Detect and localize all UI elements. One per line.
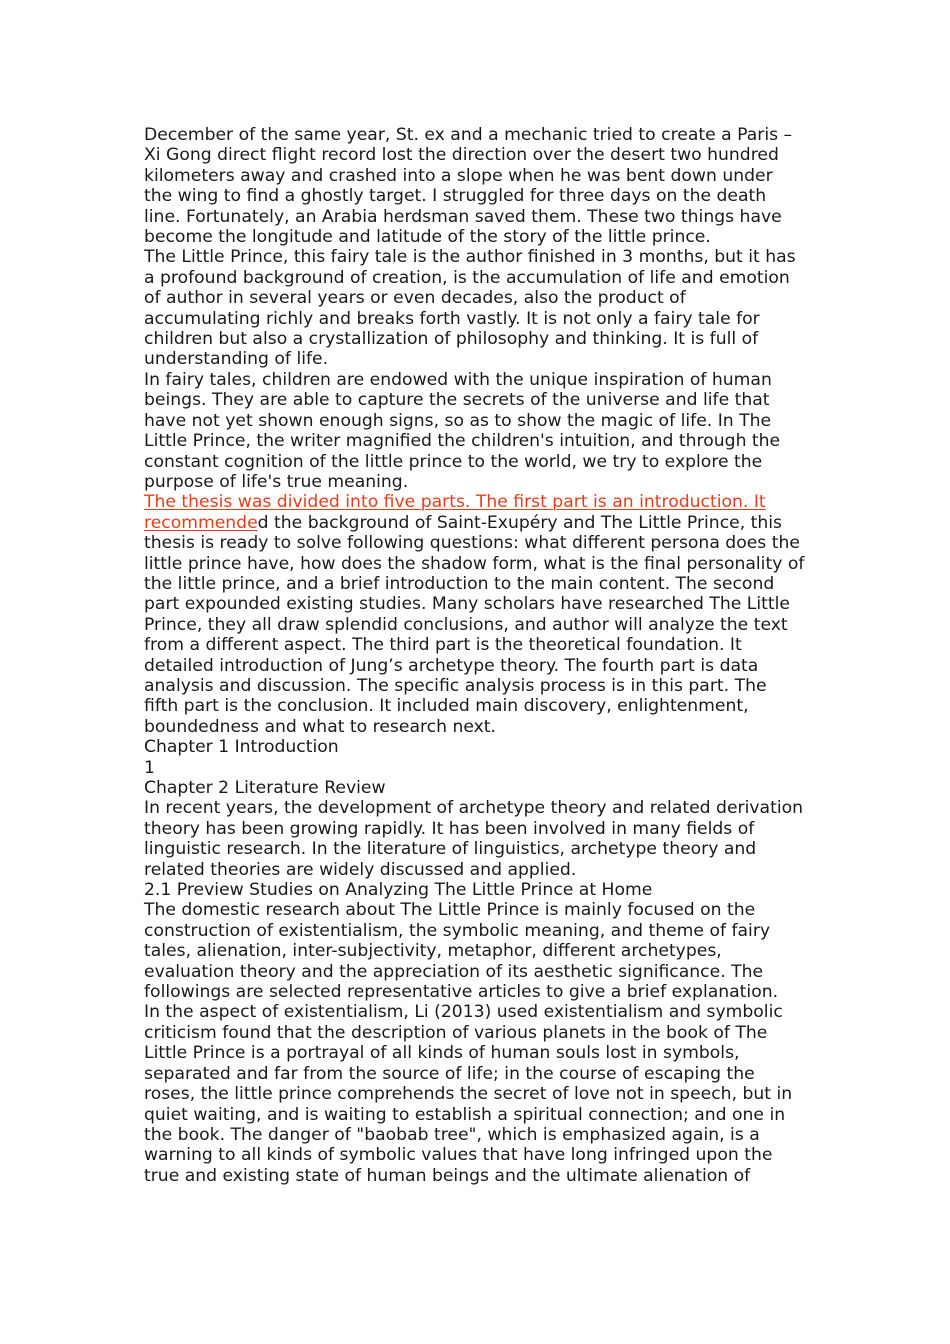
paragraph-domestic-research: The domestic research about The Little Prince is mainly focused on the construction of existentialism, the symbolic meaning, and theme of fairy tales, alienation, inter-subjectivity, metaphor, different archetypes, evaluation theory and the appreciation of its aesthetic significance. The followings are selected representative articles to give a brief explanation. xyxy=(144,900,779,1003)
paragraph-fairy-tale-background: The Little Prince, this fairy tale is the author finished in 3 months, but it has a profound background of creation, is the accumulation of life and emotion of author in several years or even decades, also the product of accumulating richly and breaks forth vastly. It is not only a fairy tale for children but also a crystallization of philosophy and thinking. It is full of understanding of life. xyxy=(144,247,796,370)
heading-chapter-2: Chapter 2 Literature Review xyxy=(144,778,386,798)
heading-chapter-1: Chapter 1 Introduction xyxy=(144,737,339,758)
thesis-structure-text: d the background of Saint-Exupéry and The Little Prince, this thesis is ready to solve following questions: what different persona does the little prince have, how does the shadow form, what is the final personality of the little prince, and a brief introduction to the main content. The second part expounded existing studies. Many scholars have researched The Little Prince, they all draw splendid conclusions, and author will analyze the text from a different aspect. The third part is the theoretical foundation. It detailed introduction of Jung’s archetype theory. The fourth part is data analysis and discussion. The specific analysis process is in this part. The fifth part is the conclusion. It included main discovery, enlightenment, boundedness and what to research next. xyxy=(144,512,805,737)
paragraph-archetype-theory: In recent years, the development of archetype theory and related derivation theory has been growing rapidly. It has been involved in many fields of linguistic research. In the literature of linguistics, archetype theory and related theories are widely discussed and applied. xyxy=(144,798,804,880)
page-number: 1 xyxy=(144,757,155,778)
thesis-structure-link[interactable]: The thesis was divided into five parts. The first part is an introduction. It recommende xyxy=(144,492,766,533)
paragraph-thesis-structure xyxy=(144,492,806,737)
paragraph-existentialism: In the aspect of existentialism, Li (2013) used existentialism and symbolic criticism found that the description of various planets in the book of The Little Prince is a portrayal of all kinds of human souls lost in symbols, separated and far from the source of life; in the course of escaping the roses, the little prince comprehends the secret of love not in speech, but in quiet waiting, and is waiting to establish a spiritual connection; and one in the book. The danger of "baobab tree", which is emphasized again, is a warning to all kinds of symbolic values that have long infringed upon the true and existing state of human beings and the ultimate alienation of xyxy=(144,1002,793,1186)
paragraph-children-inspiration: In fairy tales, children are endowed with the unique inspiration of human beings. They are able to capture the secrets of the universe and life that have not yet shown enough signs, so as to show the magic of life. In The Little Prince, the writer magnified the children's intuition, and through the constant cognition of the little prince to the world, we try to explore the purpose of life's true meaning. xyxy=(144,369,781,492)
paragraph-flight-crash: December of the same year, St. ex and a mechanic tried to create a Paris – Xi Gong direct flight record lost the direction over the desert two hundred kilometers away and crashed into a slope when he was bent down under the wing to find a ghostly target. I struggled for three days on the death line. Fortunately, an Arabia herdsman saved them. These two things have become the longitude and latitude of the story of the little prince. xyxy=(144,125,793,248)
heading-section-2-1: 2.1 Preview Studies on Analyzing The Little Prince at Home xyxy=(144,880,653,901)
document-page xyxy=(144,125,806,1186)
